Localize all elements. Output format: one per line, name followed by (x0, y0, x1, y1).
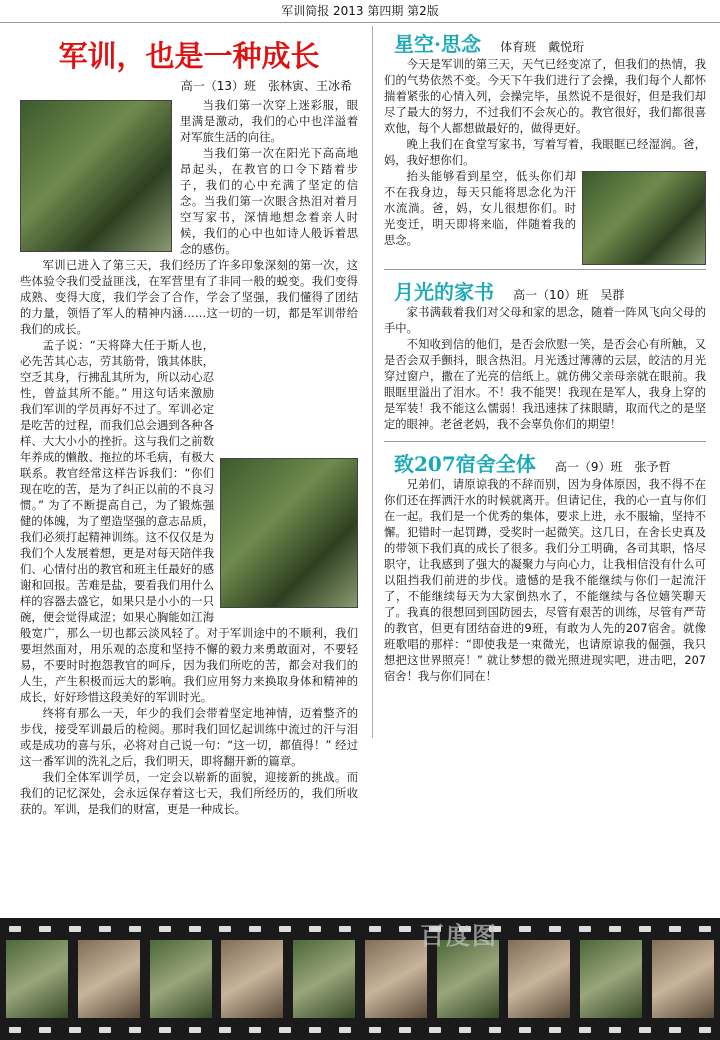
film-holes-bottom (0, 1024, 720, 1036)
paragraph: 不知收到信的他们，是否会欣慰一笑，是否会心有所触，又是否会双手颤抖，眼含热泪。月光透过薄薄的云层，皎洁的月光穿过窗户，撒在了光亮的信纸上。就仿佛父亲母亲就在眼前。我眼眶里溢出了泪水。不！我不能哭！我现在是军人，我身上穿的是军装！我不能这么懦弱！我迅速抹了抹眼睛，取而代之的是坚定的眼神。老爸老妈，我不会辜负你们的期望！ (384, 338, 706, 431)
paragraph: 孟子说：“天将降大任于斯人也，必先苦其心志，劳其筋骨，饿其体肤，空乏其身，行拂乱其所为，所以动心忍性，曾益其所不能。” 用这句话来激励我们军训的学员再好不过了。军训必定是吃苦的过程，而我们总会遇到各种各样、大大小小的挫折。这与我们之前数年养成的懒散、拖拉的坏毛病，有极大联系。教官经常这样告诉我们：“你们现在吃的苦，是为了纠正以前的不良习惯。” 为了不断提高自己，为了锻炼强健的体魄，为了塑造坚强的意志品质，我们必须打起精神训练。这不仅仅是为我们个人发展着想，更是对每天陪伴我们、心情付出的教官和班主任最好的感谢和回报。苦难是盐，要看我们用什么样的容器去盛它，如果只是小小的一只碗，便会觉得咸涩；如果心胸能如江海般宽广，那么一切也都云淡风轻了。对于军训途中的不顺利，我们要坦然面对，用乐观的态度和坚持不懈的毅力来勇敢面对，不要轻易，不要时时抱怨教官的呵斥，因为我们所吃的苦，都会对我们的人生，产生积极而远大的影响。我们应用努力来换取身体和精神的成长，好好珍惜这段美好的军训时光。 (20, 339, 358, 704)
section-body-dorm (384, 477, 706, 685)
film-frame-photo (293, 940, 355, 1018)
paragraph: 今天是军训的第三天，天气已经变凉了，但我们的热情，我们的气势依然不变。今天下午我们进行了会操，我们每个人都怀揣着紧张的心情入列，会操完毕，虽然说不是很好，但是我们却尽了最大的努力，不过我们不会灰心的。教官很好，我们都很喜欢他，每个人都想做最好的，做得更好。 (384, 58, 706, 135)
left-column (20, 28, 358, 816)
section-dorm (384, 441, 706, 685)
column-divider (372, 26, 373, 738)
paragraph: 兄弟们，请原谅我的不辞而别，因为身体原因，我不得不在你们还在挥洒汗水的时候就离开。但请记住，我的心一直与你们在一起。我们是一个优秀的集体，要求上进，永不服输，坚持不懈。犯错时一起罚蹲，受奖时一起微笑。这几日，在舍长史真及的带领下我们真的成长了很多。我们分工明确，各司其职，恪尽职守，让我感到了强大的凝聚力与向心力，让我相信没有什么可以阻挡我们前进的步伐。遗憾的是我不能继续与你们一起流汗了，不能继续每天为大家倒热水了，不能继续与各位嬉笑聊天了。我真的很想回到国防园去，尽管有艰苦的训练，尽管有严苛的教官，但更有团结奋进的9班，有敢为人先的207宿舍。就像班歌唱的那样：“即使我是一束微光，也请原谅我的倔强，我只想把这世界照亮！” 就让梦想的微光照进现实吧，进击吧，207宿舍！我与你们同在！ (384, 478, 706, 683)
article-byline-left: 高一（13）班 张林寅、王冰希 (180, 79, 352, 93)
section-title-moonlight: 月光的家书 (394, 280, 494, 304)
section-body-moonlight (384, 305, 706, 433)
paragraph: 终将有那么一天，年少的我们会带着坚定地神情，迈着整齐的步伐，接受军训最后的检阅。那时我们回忆起训练中流过的汗与泪或是成功的喜与乐，必将对自己说一句：“这一切，都值得！” 经过这一番军训的洗礼之后，我们明天，即将翻开新的篇章。 (20, 707, 358, 768)
paragraph: 当我们第一次穿上迷彩服，眼里满是激动，我们的心中也洋溢着对军旅生活的向往。 (180, 99, 358, 144)
paragraph: 家书满载着我们对父母和家的思念，随着一阵风飞向父母的手中。 (384, 306, 706, 335)
salute-photo (582, 171, 706, 265)
film-holes-top (0, 923, 720, 935)
film-frame-photo (150, 940, 212, 1018)
article-title-left: 军训，也是一种成长 (58, 39, 320, 73)
film-frame-photo (221, 940, 283, 1018)
paragraph: 我们全体军训学员，一定会以崭新的面貌，迎接新的挑战。而我们的记忆深处，会永远保存着这七天，我们所经历的，我们所收获的。军训，是我们的财富，更是一种成长。 (20, 771, 358, 816)
watermark: 百度图 (420, 922, 498, 950)
filmstrip-banner (0, 918, 720, 1040)
film-frame-photo (365, 940, 427, 1018)
film-frame-photo (508, 940, 570, 1018)
section-moonlight (384, 269, 706, 433)
section-title-dorm: 致207宿舍全体 (394, 452, 536, 476)
marching-photo (220, 458, 358, 608)
film-frame-photo (652, 940, 714, 1018)
section-byline-moonlight: 高一（10）班 吴群 (513, 288, 625, 302)
right-column (384, 28, 706, 748)
paragraph: 抬头能够看到星空，低头你们却不在我身边，每天只能将思念化为汗水流淌。爸，妈，女儿很想你们。时光变迁，明天即将来临，伴随着我的思念。 (384, 170, 576, 247)
paragraph: 当我们第一次在阳光下高高地昂起头，在教官的口令下踏着步子，我们的心中充满了坚定的信念。当我们第一次眼含热泪对着月空写家书，深情地想念着亲人时候，我们的心中也如诗人般诉着思念的感伤。 (180, 147, 358, 256)
film-frame-photo (437, 940, 499, 1018)
film-frame-photo (580, 940, 642, 1018)
section-title-stars: 星空·思念 (394, 32, 481, 56)
soldiers-photo-1 (20, 100, 172, 252)
section-byline-dorm: 高一（9）班 张予哲 (554, 460, 671, 474)
issue-header: 军训简报 2013 第四期 第2版 (0, 0, 720, 23)
paragraph: 晚上我们在食堂写家书，写着写着，我眼眶已经湿润。爸，妈，我好想你们。 (384, 138, 706, 167)
film-frame-photo (78, 940, 140, 1018)
film-frame-photo (6, 940, 68, 1018)
article-body-left (20, 98, 358, 818)
section-stars (384, 28, 706, 249)
film-frames (6, 940, 714, 1018)
paragraph: 军训已进入了第三天，我们经历了许多印象深刻的第一次，这些体验令我们受益匪浅，在军营里有了非同一般的蜕变。我们变得成熟、变得大度，我们学会了合作，学会了坚强，我们懂得了团结的力量，领悟了军人的精神内涵……这一切的一切，都是军训带给我们的成长。 (20, 259, 358, 336)
section-body-stars (384, 57, 706, 249)
section-byline-stars: 体育班 戴悦珩 (500, 40, 585, 54)
